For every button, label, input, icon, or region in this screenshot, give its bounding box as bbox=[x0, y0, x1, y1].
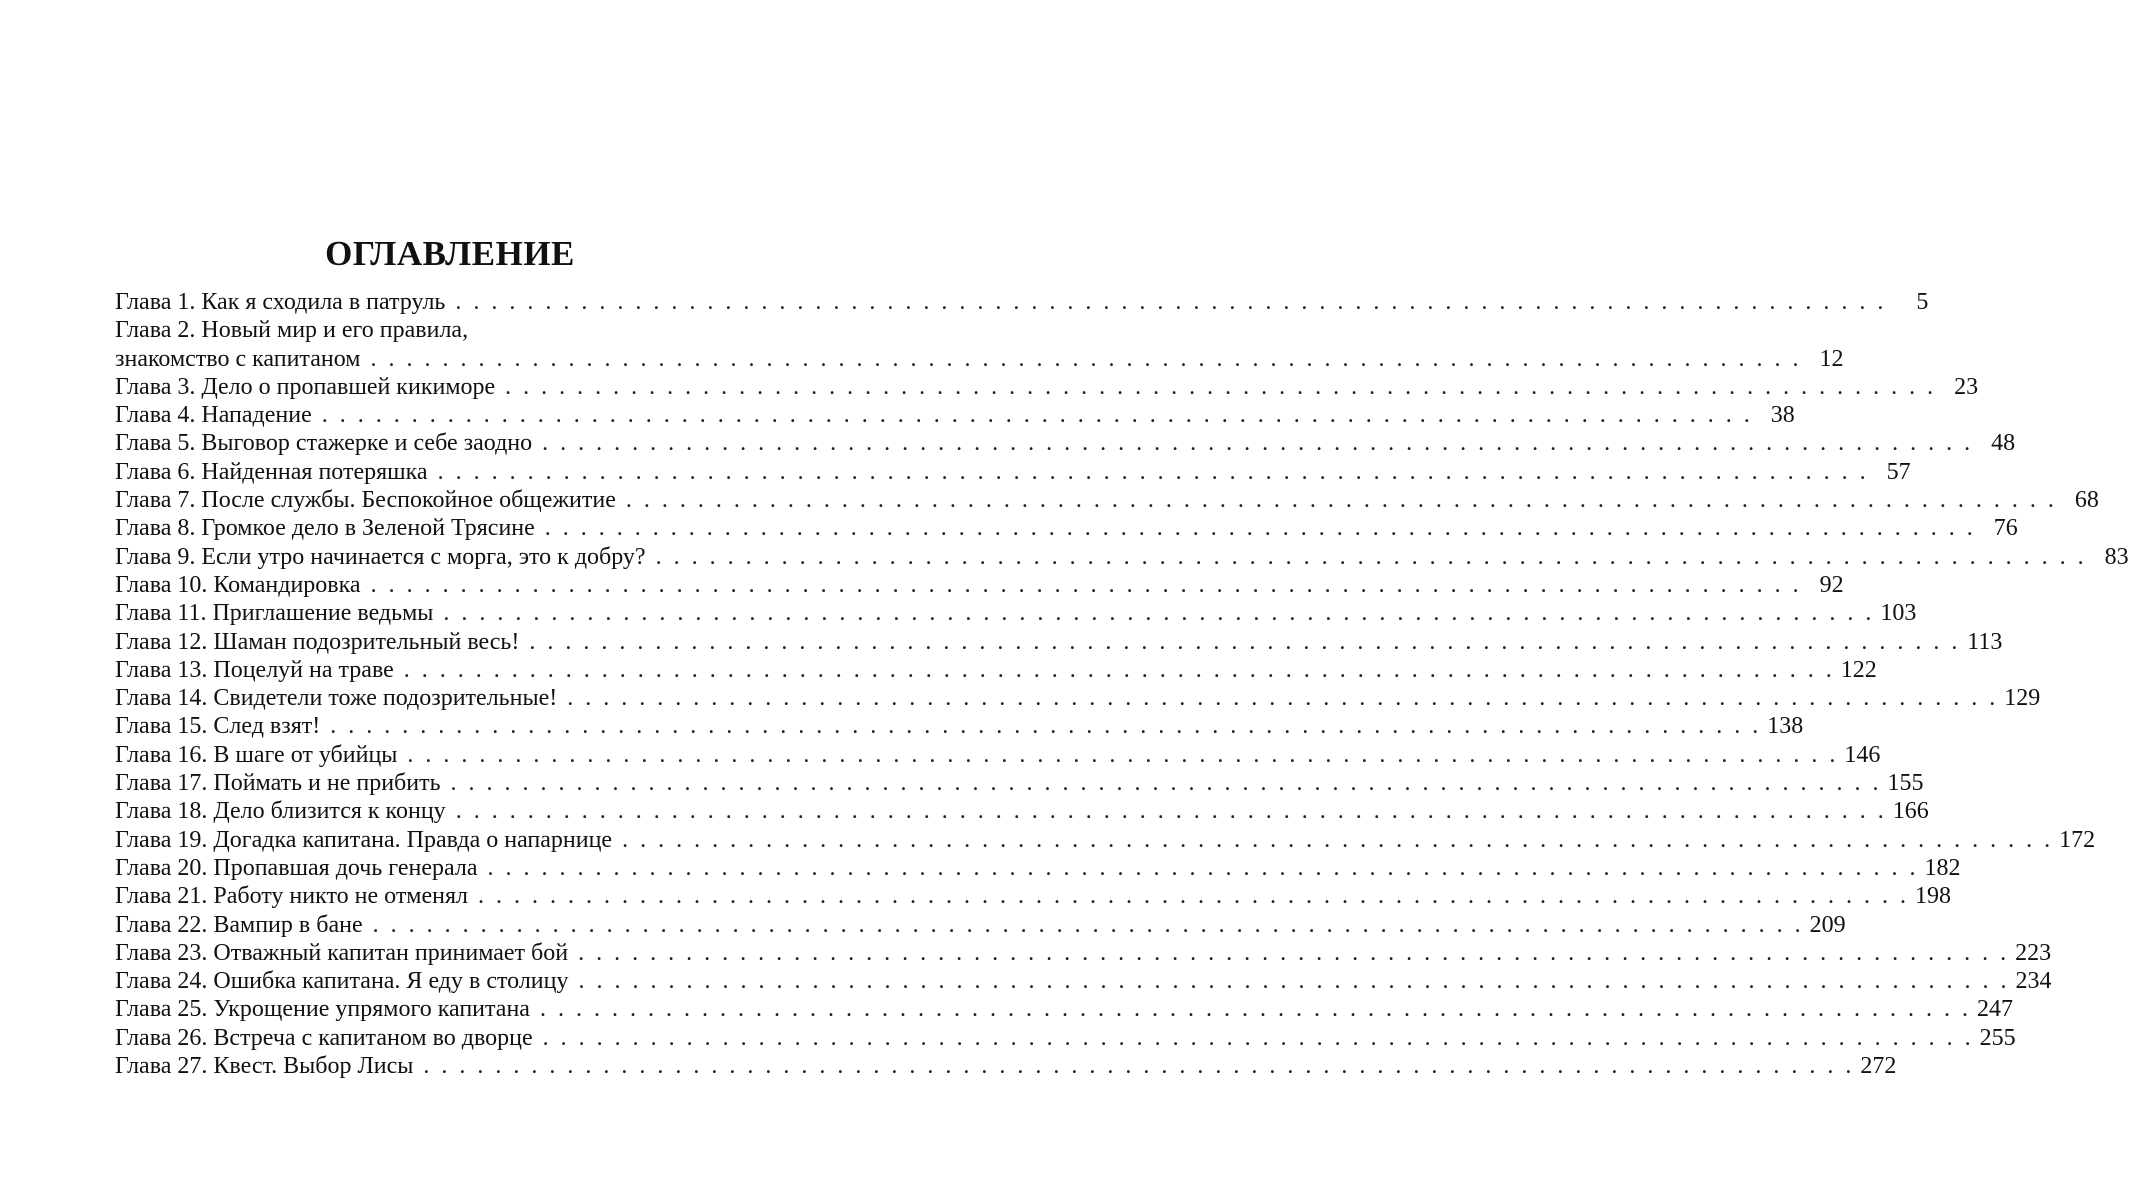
toc-entry bbox=[115, 429, 2016, 457]
page-number: 155 bbox=[1887, 770, 1924, 797]
page-number: 146 bbox=[1844, 741, 1881, 768]
page-number: 113 bbox=[1967, 628, 2003, 655]
toc-entry-line bbox=[115, 741, 1881, 769]
toc-entry bbox=[115, 543, 2129, 571]
toc-entry-line bbox=[115, 429, 2016, 457]
chapter-title: Глава 1. Как я сходила в патруль bbox=[115, 289, 446, 315]
toc-entry-line bbox=[115, 967, 2052, 995]
dot-leader: . . . . . . . . . . . . . . . . . . . . . . . . . . . . . . . . . . . . . . . . . . . . . . . . . . . . . . . . . . . . . . . . . . . . . . . . . . . . . . . . bbox=[455, 289, 1887, 315]
dot-leader: . . . . . . . . . . . . . . . . . . . . . . . . . . . . . . . . . . . . . . . . . . . . . . . . . . . . . . . . . . . . . . . . . . . . . . . . . . . . . . . . bbox=[321, 402, 1753, 429]
dot-leader: . . . . . . . . . . . . . . . . . . . . . . . . . . . . . . . . . . . . . . . . . . . . . . . . . . . . . . . . . . . . . . . . . . . . . . . . . . . . . . . . bbox=[403, 656, 1835, 683]
chapter-title: Глава 24. Ошибка капитана. Я еду в столицу bbox=[115, 968, 569, 995]
page-title: ОГЛАВЛЕНИЕ bbox=[325, 234, 575, 273]
toc-entry bbox=[115, 882, 1952, 910]
chapter-title: Глава 18. Дело близится к концу bbox=[115, 798, 446, 825]
page-number: 5 bbox=[1916, 289, 1929, 315]
dot-leader: . . . . . . . . . . . . . . . . . . . . . . . . . . . . . . . . . . . . . . . . . . . . . . . . . . . . . . . . . . . . . . . . . . . . . . . . . . . . . . . . bbox=[487, 854, 1919, 881]
page-number: 68 bbox=[2074, 487, 2099, 514]
toc-entry-line bbox=[115, 797, 1929, 825]
dot-leader: . . . . . . . . . . . . . . . . . . . . . . . . . . . . . . . . . . . . . . . . . . . . . . . . . . . . . . . . . . . . . . . . . . . . . . . . . . . . . . . . bbox=[655, 543, 2087, 570]
page-number: 83 bbox=[2104, 543, 2129, 570]
dot-leader: . . . . . . . . . . . . . . . . . . . . . . . . . . . . . . . . . . . . . . . . . . . . . . . . . . . . . . . . . . . . . . . . . . . . . . . . . . . . . . . . bbox=[529, 628, 1961, 655]
page-number: 103 bbox=[1880, 600, 1917, 627]
page-number: 57 bbox=[1886, 458, 1911, 485]
chapter-title: Глава 9. Если утро начинается с морга, это к добру? bbox=[115, 543, 646, 570]
dot-leader: . . . . . . . . . . . . . . . . . . . . . . . . . . . . . . . . . . . . . . . . . . . . . . . . . . . . . . . . . . . . . . . . . . . . . . . . . . . . . . . . bbox=[455, 798, 1887, 825]
page-number: 209 bbox=[1809, 911, 1846, 938]
page-number: 76 bbox=[1993, 515, 2018, 542]
page-number: 92 bbox=[1819, 571, 1844, 598]
chapter-title: Глава 21. Работу никто не отменял bbox=[115, 883, 469, 910]
chapter-title: знакомство с капитаном bbox=[115, 345, 361, 372]
toc-entry-line bbox=[115, 995, 2013, 1023]
toc-entry bbox=[115, 514, 2018, 542]
dot-leader: . . . . . . . . . . . . . . . . . . . . . . . . . . . . . . . . . . . . . . . . . . . . . . . . . . . . . . . . . . . . . . . . . . . . . . . . . . . . . . . . bbox=[578, 939, 2010, 966]
toc-entry-line bbox=[115, 769, 1924, 797]
toc-entry bbox=[115, 599, 1917, 627]
toc-entry bbox=[115, 373, 1979, 401]
chapter-title: Глава 27. Квест. Выбор Лисы bbox=[115, 1053, 414, 1080]
dot-leader: . . . . . . . . . . . . . . . . . . . . . . . . . . . . . . . . . . . . . . . . . . . . . . . . . . . . . . . . . . . . . . . . . . . . . . . . . . . . . . . . bbox=[578, 968, 2010, 995]
page-number: 234 bbox=[2015, 968, 2052, 995]
toc-entry-line bbox=[115, 1052, 1897, 1080]
toc-entry-line bbox=[115, 288, 1929, 316]
dot-leader: . . . . . . . . . . . . . . . . . . . . . . . . . . . . . . . . . . . . . . . . . . . . . . . . . . . . . . . . . . . . . . . . . . . . . . . . . . . . . . . . bbox=[370, 345, 1802, 372]
dot-leader: . . . . . . . . . . . . . . . . . . . . . . . . . . . . . . . . . . . . . . . . . . . . . . . . . . . . . . . . . . . . . . . . . . . . . . . . . . . . . . . . bbox=[544, 515, 1976, 542]
chapter-title: Глава 23. Отважный капитан принимает бой bbox=[115, 939, 569, 966]
dot-leader: . . . . . . . . . . . . . . . . . . . . . . . . . . . . . . . . . . . . . . . . . . . . . . . . . . . . . . . . . . . . . . . . . . . . . . . . . . . . . . . . bbox=[542, 430, 1974, 457]
chapter-title: Глава 19. Догадка капитана. Правда о напарнице bbox=[115, 826, 613, 853]
toc-entry-line bbox=[115, 939, 2052, 967]
page-number: 198 bbox=[1915, 883, 1952, 910]
toc-entry-continued-line bbox=[115, 316, 787, 344]
dot-leader: . . . . . . . . . . . . . . . . . . . . . . . . . . . . . . . . . . . . . . . . . . . . . . . . . . . . . . . . . . . . . . . . . . . . . . . . . . . . . . . . bbox=[437, 458, 1869, 485]
toc-entry-line bbox=[115, 1024, 2016, 1052]
toc-entry bbox=[115, 316, 1844, 373]
dot-leader: . . . . . . . . . . . . . . . . . . . . . . . . . . . . . . . . . . . . . . . . . . . . . . . . . . . . . . . . . . . . . . . . . . . . . . . . . . . . . . . . bbox=[407, 741, 1839, 768]
page-number: 129 bbox=[2004, 685, 2041, 712]
chapter-title: Глава 4. Нападение bbox=[115, 402, 312, 429]
page-number: 182 bbox=[1924, 854, 1961, 881]
toc-entry bbox=[115, 797, 1929, 825]
page-number: 12 bbox=[1819, 345, 1844, 372]
dot-leader: . . . . . . . . . . . . . . . . . . . . . . . . . . . . . . . . . . . . . . . . . . . . . . . . . . . . . . . . . . . . . . . . . . . . . . . . . . . . . . . . bbox=[625, 487, 2057, 514]
chapter-title: Глава 12. Шаман подозрительный весь! bbox=[115, 628, 520, 655]
dot-leader: . . . . . . . . . . . . . . . . . . . . . . . . . . . . . . . . . . . . . . . . . . . . . . . . . . . . . . . . . . . . . . . . . . . . . . . . . . . . . . . . bbox=[567, 685, 1999, 712]
page-number: 48 bbox=[1991, 430, 2016, 457]
chapter-title: Глава 2. Новый мир и его правила, bbox=[115, 317, 469, 344]
dot-leader: . . . . . . . . . . . . . . . . . . . . . . . . . . . . . . . . . . . . . . . . . . . . . . . . . . . . . . . . . . . . . . . . . . . . . . . . . . . . . . . . bbox=[372, 911, 1804, 938]
chapter-title: Глава 22. Вампир в бане bbox=[115, 911, 363, 938]
chapter-title: Глава 25. Укрощение упрямого капитана bbox=[115, 996, 530, 1023]
chapter-title: Глава 16. В шаге от убийцы bbox=[115, 741, 398, 768]
toc-entry bbox=[115, 769, 1924, 797]
toc-entry bbox=[115, 571, 1844, 599]
chapter-title: Глава 8. Громкое дело в Зеленой Трясине bbox=[115, 515, 535, 542]
toc-entry-line bbox=[115, 826, 2096, 854]
toc-entry bbox=[115, 712, 1804, 740]
toc-entry bbox=[115, 401, 1795, 429]
toc-entry-line bbox=[115, 514, 2018, 542]
dot-leader: . . . . . . . . . . . . . . . . . . . . . . . . . . . . . . . . . . . . . . . . . . . . . . . . . . . . . . . . . . . . . . . . . . . . . . . . . . . . . . . . bbox=[542, 1024, 1974, 1051]
chapter-title: Глава 10. Командировка bbox=[115, 571, 361, 598]
dot-leader: . . . . . . . . . . . . . . . . . . . . . . . . . . . . . . . . . . . . . . . . . . . . . . . . . . . . . . . . . . . . . . . . . . . . . . . . . . . . . . . . bbox=[505, 373, 1937, 400]
page-number: 223 bbox=[2015, 939, 2052, 966]
page-number: 38 bbox=[1770, 402, 1795, 429]
toc-entry bbox=[115, 1052, 1897, 1080]
page-number: 247 bbox=[1976, 996, 2013, 1023]
dot-leader: . . . . . . . . . . . . . . . . . . . . . . . . . . . . . . . . . . . . . . . . . . . . . . . . . . . . . . . . . . . . . . . . . . . . . . . . . . . . . . . . bbox=[450, 770, 1882, 797]
toc-entry-line bbox=[115, 911, 1846, 939]
dot-leader: . . . . . . . . . . . . . . . . . . . . . . . . . . . . . . . . . . . . . . . . . . . . . . . . . . . . . . . . . . . . . . . . . . . . . . . . . . . . . . . . bbox=[539, 996, 1971, 1023]
chapter-title: Глава 11. Приглашение ведьмы bbox=[115, 600, 434, 627]
toc-entry bbox=[115, 628, 2003, 656]
toc-entry bbox=[115, 967, 2052, 995]
chapter-title: Глава 5. Выговор стажерке и себе заодно bbox=[115, 430, 533, 457]
toc-entry-line bbox=[115, 882, 1952, 910]
toc-entry bbox=[115, 939, 2052, 967]
dot-leader: . . . . . . . . . . . . . . . . . . . . . . . . . . . . . . . . . . . . . . . . . . . . . . . . . . . . . . . . . . . . . . . . . . . . . . . . . . . . . . . . bbox=[370, 571, 1802, 598]
toc-entry bbox=[115, 854, 1961, 882]
page-number: 138 bbox=[1767, 713, 1804, 740]
dot-leader: . . . . . . . . . . . . . . . . . . . . . . . . . . . . . . . . . . . . . . . . . . . . . . . . . . . . . . . . . . . . . . . . . . . . . . . . . . . . . . . . bbox=[478, 883, 1910, 910]
toc-entry bbox=[115, 486, 2099, 514]
toc-entry-line bbox=[115, 656, 1877, 684]
chapter-title: Глава 13. Поцелуй на траве bbox=[115, 656, 394, 683]
toc-entry bbox=[115, 458, 1911, 486]
chapter-title: Глава 3. Дело о пропавшей кикиморе bbox=[115, 373, 496, 400]
toc-entry-line bbox=[115, 684, 2041, 712]
dot-leader: . . . . . . . . . . . . . . . . . . . . . . . . . . . . . . . . . . . . . . . . . . . . . . . . . . . . . . . . . . . . . . . . . . . . . . . . . . . . . . . . bbox=[330, 713, 1762, 740]
toc-entry-line bbox=[115, 458, 1911, 486]
dot-leader: . . . . . . . . . . . . . . . . . . . . . . . . . . . . . . . . . . . . . . . . . . . . . . . . . . . . . . . . . . . . . . . . . . . . . . . . . . . . . . . . bbox=[622, 826, 2054, 853]
page-number: 255 bbox=[1979, 1024, 2016, 1051]
table-of-contents bbox=[115, 288, 2129, 1080]
toc-entry-line bbox=[115, 486, 2099, 514]
page-number: 166 bbox=[1892, 798, 1929, 825]
chapter-title: Глава 20. Пропавшая дочь генерала bbox=[115, 854, 478, 881]
chapter-title: Глава 14. Свидетели тоже подозрительные! bbox=[115, 685, 558, 712]
toc-entry-line bbox=[115, 345, 1844, 373]
toc-entry bbox=[115, 741, 1881, 769]
toc-entry-line bbox=[115, 373, 1979, 401]
toc-entry bbox=[115, 911, 1846, 939]
chapter-title: Глава 26. Встреча с капитаном во дворце bbox=[115, 1024, 533, 1051]
toc-entry-line bbox=[115, 401, 1795, 429]
toc-entry bbox=[115, 826, 2096, 854]
toc-entry-line bbox=[115, 712, 1804, 740]
page-number: 172 bbox=[2059, 826, 2096, 853]
chapter-title: Глава 7. После службы. Беспокойное общежитие bbox=[115, 487, 616, 514]
toc-entry-line bbox=[115, 628, 2003, 656]
chapter-title: Глава 6. Найденная потеряшка bbox=[115, 458, 428, 485]
page-number: 272 bbox=[1860, 1053, 1897, 1080]
dot-leader: . . . . . . . . . . . . . . . . . . . . . . . . . . . . . . . . . . . . . . . . . . . . . . . . . . . . . . . . . . . . . . . . . . . . . . . . . . . . . . . . bbox=[443, 600, 1875, 627]
chapter-title: Глава 17. Поймать и не прибить bbox=[115, 770, 441, 797]
toc-entry-line bbox=[115, 571, 1844, 599]
toc-entry bbox=[115, 1024, 2016, 1052]
chapter-title: Глава 15. След взят! bbox=[115, 713, 321, 740]
dot-leader: . . . . . . . . . . . . . . . . . . . . . . . . . . . . . . . . . . . . . . . . . . . . . . . . . . . . . . . . . . . . . . . . . . . . . . . . . . . . . . . . bbox=[423, 1053, 1855, 1080]
toc-entry bbox=[115, 684, 2041, 712]
toc-entry-line bbox=[115, 543, 2129, 571]
toc-entry bbox=[115, 288, 1929, 316]
toc-entry bbox=[115, 995, 2013, 1023]
toc-entry-line bbox=[115, 854, 1961, 882]
page-number: 23 bbox=[1954, 373, 1979, 400]
page-number: 122 bbox=[1840, 656, 1877, 683]
toc-entry bbox=[115, 656, 1877, 684]
toc-entry-line bbox=[115, 599, 1917, 627]
